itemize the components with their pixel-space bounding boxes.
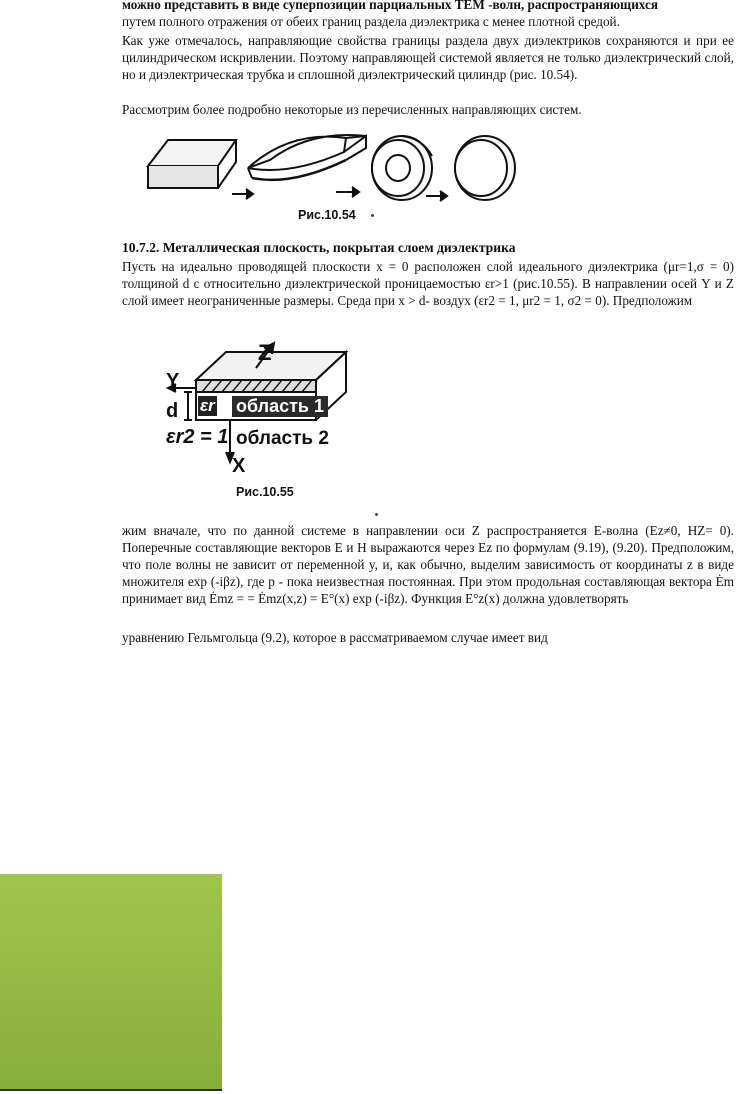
- paragraph-consider: [122, 101, 734, 118]
- paragraph-line: путем полного отражения от обеих границ раздела диэлектрика с менее плотной средой.: [122, 14, 620, 29]
- paragraph-text: Пусть на идеально проводящей плоскости x = 0 расположен слой идеального диэлектрика (μr=1,σ = 0) толщиной d с относительно диэлектрической проницаемостью εr>1 (рис.10.55). В направлении осей Y и Z слой имеет неограниченные размеры. Среда при x > d- воздух (εr2 = 1, μr2 = 1, σ2 = 0). Предположим: [122, 259, 734, 308]
- green-decorative-block: [0, 874, 222, 1090]
- paragraph-helmholtz: [122, 629, 734, 646]
- paragraph-e-wave: [122, 522, 734, 607]
- paragraph-problem-statement: [122, 258, 734, 309]
- region-1-label: область 1: [232, 396, 328, 417]
- bottom-rule: [0, 1089, 222, 1091]
- paragraph-text: Как уже отмечалось, направляющие свойства границы раздела двух диэлектриков сохраняются и при ее цилиндрическом искривлении. Поэтому направляющей системой является не только диэлектрический слой, но и диэлектрическая трубка и сплошной диэлектрический цилиндр (рис. 10.54).: [122, 33, 734, 82]
- region-2-label: область 2: [236, 428, 329, 449]
- paragraph-text: уравнению Гельмгольца (9.2), которое в рассматриваемом случае имеет вид: [122, 630, 548, 645]
- axis-label-z: Z: [258, 340, 272, 365]
- axis-label-y: Y: [166, 370, 180, 392]
- dimension-label-d: d: [166, 400, 179, 422]
- axis-label-x: X: [232, 455, 246, 477]
- paragraph-continuation: [122, 0, 734, 30]
- permittivity-label-er: εr: [200, 396, 215, 415]
- paragraph-guiding-systems: [122, 32, 734, 83]
- scan-speck: [375, 513, 378, 516]
- figure-caption: Рис.10.55: [236, 485, 294, 499]
- paragraph-text: жим вначале, что по данной системе в направлении оси Z распространяется Е-волна (Ez≠0, HZ= 0). Поперечные составляющие векторов E и H выражаются через Ez по формулам (9.19), (9.20). Предположим, что поле волны не зависит от переменной y, и, как обычно, выделим зависимость от координаты z в виде множителя exp (-iβz), где р - пока неизвестная постоянная. При этом продольная составляющая вектора Ėm принимает вид Ėmz = = Ėmz(x,z) = E°(x) exp (-iβz). Функция E°z(x) должна удовлетворять: [122, 523, 734, 606]
- permittivity-label-er2: εr2 = 1: [166, 426, 229, 448]
- paragraph-text: Рассмотрим более подробно некоторые из перечисленных направляющих систем.: [122, 102, 582, 117]
- figure-caption: Рис.10.54: [298, 208, 356, 222]
- figure-10-54-drawing: [140, 126, 530, 216]
- section-heading: 10.7.2. Металлическая плоскость, покрытая слоем диэлектрика: [122, 240, 516, 255]
- paragraph-line: можно представить в виде суперпозиции парциальных ТЕМ -волн, распространяющихся: [122, 0, 658, 12]
- scan-speck: [371, 214, 374, 217]
